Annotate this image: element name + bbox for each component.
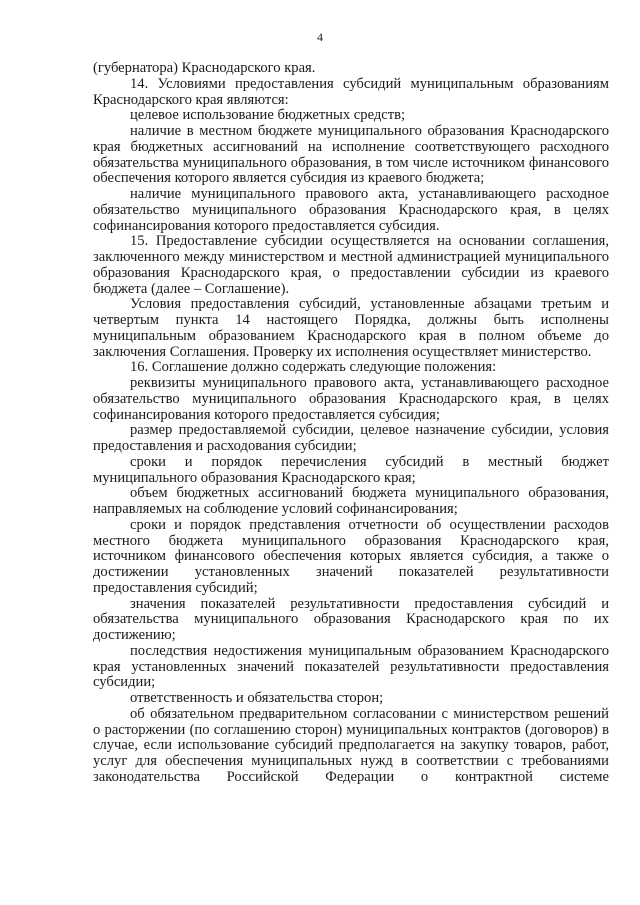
paragraph-condition-2: наличие в местном бюджете муниципального образования Краснодарского края бюджетных ассигнований на исполнение соответствующего расходного обязательства муниципального образования, в том числе источником финансового обеспечения которого является субсидия из краевого бюджета; xyxy=(93,123,609,187)
paragraph-provision-8: ответственность и обязательства сторон; xyxy=(130,690,384,706)
paragraph-condition-1: целевое использование бюджетных средств; xyxy=(130,107,406,124)
paragraph-conditions-note: Условия предоставления субсидий, установленные абзацами третьим и четвертым пункта 14 настоящего Порядка, должны быть исполнены муниципальным образованием Краснодарского края в полном объеме до заключения Соглашения. Проверку их исполнения осуществляет министерство. xyxy=(93,296,609,360)
paragraph-clause-14: 14. Условиями предоставления субсидий муниципальным образованиям Краснодарского края являются: xyxy=(93,75,609,108)
paragraph-provision-4: объем бюджетных ассигнований бюджета муниципального образования, направляемых на соблюдение условий софинансирования; xyxy=(93,485,609,517)
paragraph-provision-1: реквизиты муниципального правового акта, устанавливающего расходное обязательство муниципального образования Краснодарского края, в целях софинансирования которого предоставляется субсидия; xyxy=(93,375,609,423)
paragraph-provision-2: размер предоставляемой субсидии, целевое назначение субсидии, условия предоставления и расходования субсидии; xyxy=(93,422,609,454)
paragraph-condition-3: наличие муниципального правового акта, устанавливающего расходное обязательство муниципального образования Краснодарского края, в целях софинансирования которого предоставляется субсидия. xyxy=(93,186,609,234)
page-number: 4 xyxy=(317,30,323,44)
paragraph-clause-16: 16. Соглашение должно содержать следующие положения: xyxy=(130,359,497,376)
paragraph-continuation: (губернатора) Краснодарского края. xyxy=(93,60,316,76)
paragraph-provision-7: последствия недостижения муниципальным образованием Краснодарского края установленных значений показателей результативности предоставления субсидии; xyxy=(93,642,609,691)
paragraph-provision-5: сроки и порядок представления отчетности об осуществлении расходов местного бюджета муниципального образования Краснодарского края, источником финансового обеспечения которых является субсидия, а также о достижении установленных значений показателей результативности предоставления субсидий; xyxy=(93,516,609,596)
paragraph-provision-3: сроки и порядок перечисления субсидий в местный бюджет муниципального образования Краснодарского края; xyxy=(93,453,609,486)
paragraph-provision-9: об обязательном предварительном согласовании с министерством решений о расторжении (по соглашению сторон) муниципальных контрактов (договоров) в случае, если использование субсидий предполагается на закупку товаров, работ, услуг для обеспечения муниципальных нужд в соответствии с требованиями законодательства Российской Федерации о контрактной системе xyxy=(93,705,609,785)
document-body xyxy=(93,61,609,786)
paragraph-provision-6: значения показателей результативности предоставления субсидий и обязательства муниципального образования Краснодарского края по их достижению; xyxy=(93,595,609,643)
paragraph-clause-15: 15. Предоставление субсидии осуществляется на основании соглашения, заключенного между министерством и местной администрацией муниципального образования Краснодарского края, о предоставлении субсидии из краевого бюджета (далее – Соглашение). xyxy=(93,233,609,297)
